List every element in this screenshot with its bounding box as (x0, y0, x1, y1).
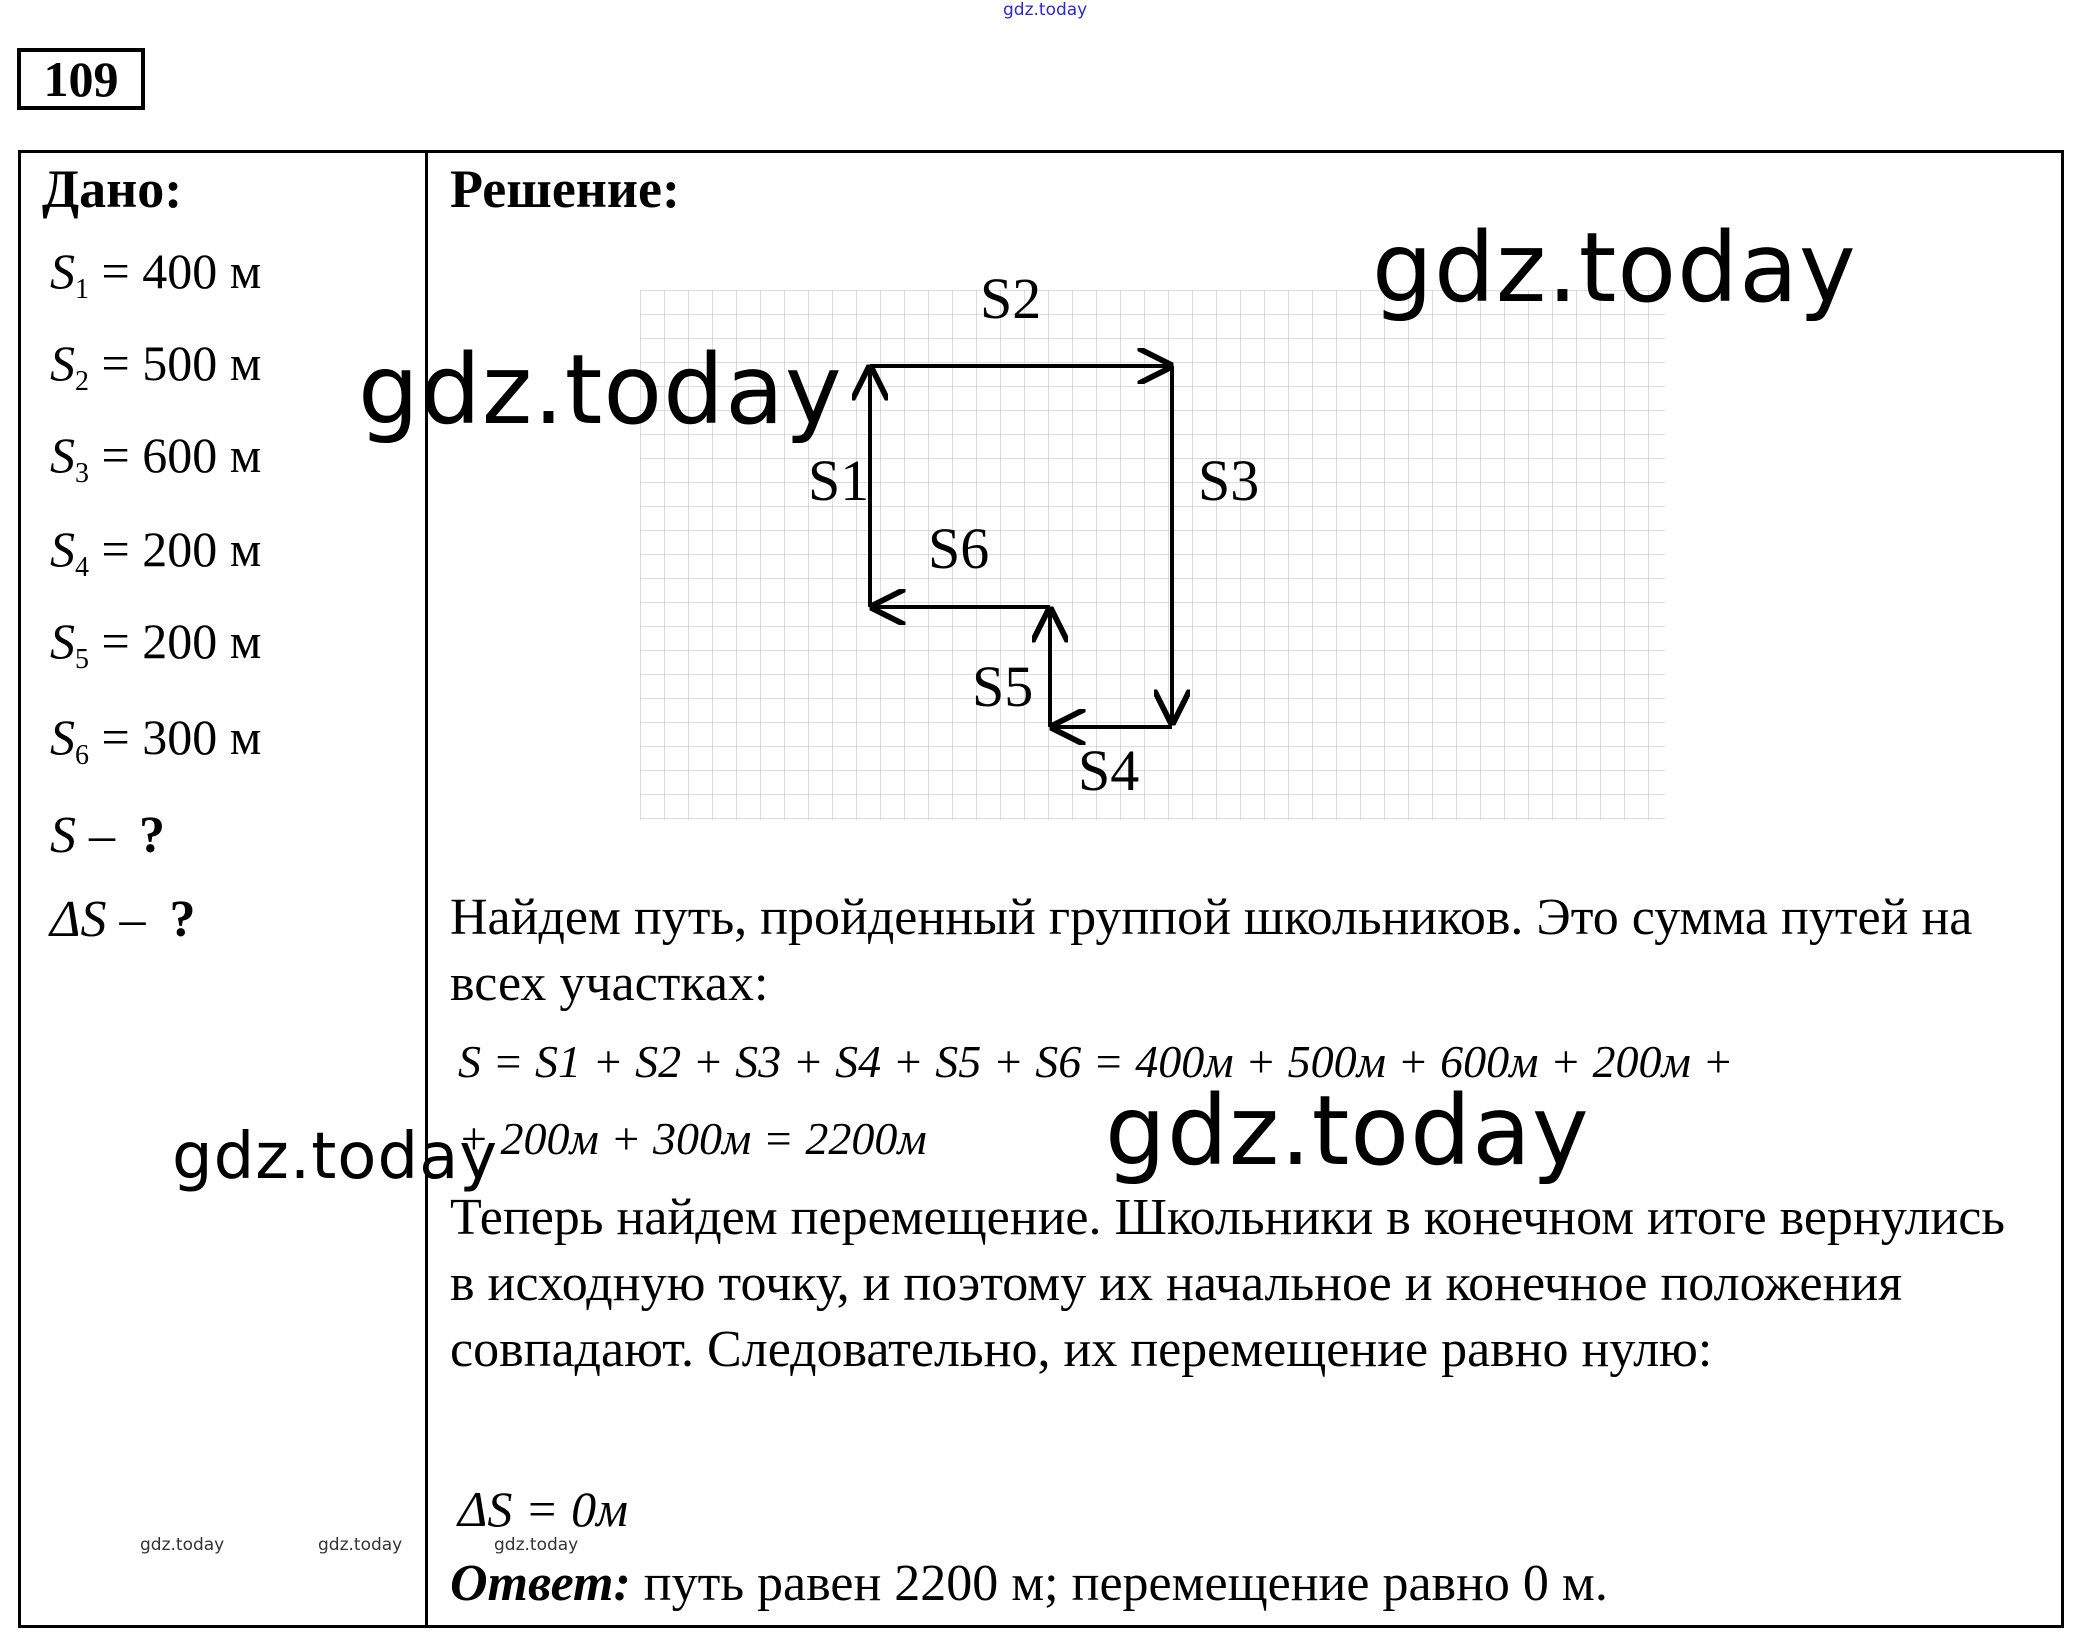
given-item: $S_4 = 200$ м (50, 521, 262, 583)
unknown-path: S – ? (50, 807, 165, 864)
watermark-small: gdz.today (140, 1535, 225, 1555)
given-heading: Дано: (42, 159, 183, 219)
answer: Ответ: путь равен 2200 м; перемещение равно 0 м. (450, 1555, 1608, 1612)
formula-sum-line2: + 200м + 300м = 2200м (458, 1113, 927, 1164)
watermark: gdz.today (1372, 212, 1857, 324)
solution-paragraph-displacement: Теперь найдем перемещение. Школьники в конечном итоге вернулись в исходную точку, и поэтому их начальное и конечное положения совпадают. Следовательно, их перемещение равно нулю: (450, 1189, 2006, 1378)
label-s6: S6 (928, 516, 990, 581)
label-s3: S3 (1198, 448, 1260, 513)
solution-heading: Решение: (450, 159, 680, 219)
watermark: gdz.today (358, 334, 843, 446)
label-s5: S5 (972, 654, 1034, 719)
given-item: $S_2 = 500$ м (50, 335, 262, 397)
watermark-small: gdz.today (494, 1535, 579, 1555)
unknown-displacement: ΔS – ? (50, 891, 196, 948)
watermark-small: gdz.today (318, 1535, 403, 1555)
given-item: $S_6 = 300$ м (50, 709, 262, 771)
given-item: $S_5 = 200$ м (50, 613, 262, 675)
watermark: gdz.today (1105, 1075, 1590, 1187)
label-s1: S1 (808, 448, 870, 513)
solution-paragraph-path: Найдем путь, пройденный группой школьников. Это сумма путей на всех участках: (450, 889, 1973, 1012)
given-item: $S_3 = 600$ м (50, 427, 262, 489)
watermark-top: gdz.today (1003, 0, 1088, 20)
formula-sum-line1: S = S1 + S2 + S3 + S4 + S5 + S6 = 400м + 500м + 600м + 200м + (458, 1036, 1734, 1087)
given-item: $S_1 = 400$ м (50, 243, 262, 305)
label-s4: S4 (1078, 738, 1140, 803)
problem-number: 109 (17, 48, 145, 110)
watermark: gdz.today (172, 1120, 499, 1194)
formula-displacement: ΔS = 0м (458, 1481, 628, 1537)
label-s2: S2 (980, 266, 1042, 331)
